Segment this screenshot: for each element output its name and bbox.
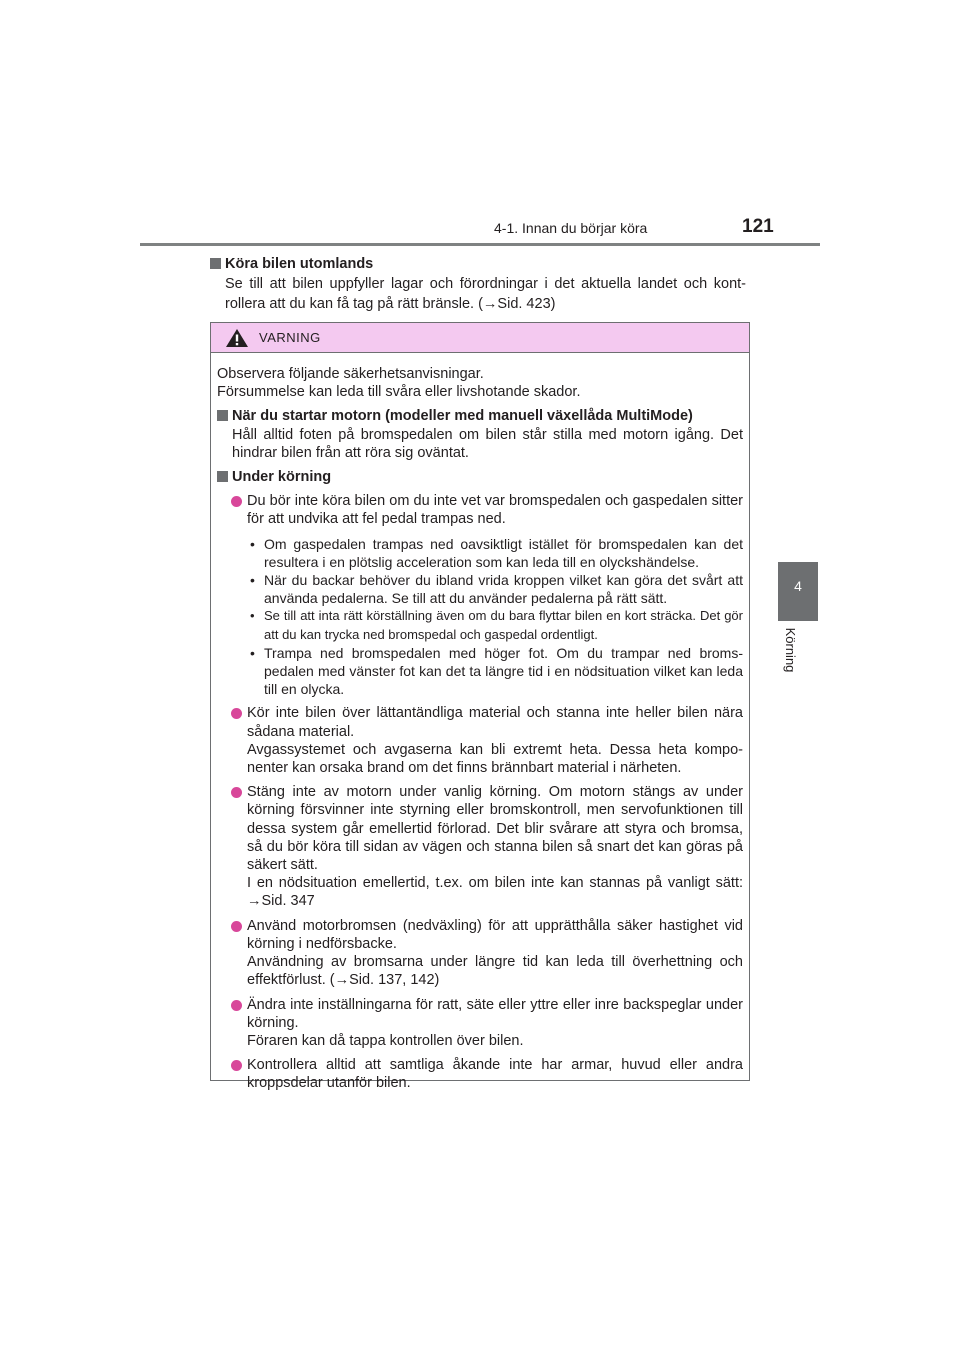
- round-bullet-icon: [231, 708, 242, 719]
- chapter-label: Körning: [783, 627, 798, 673]
- dot-marker-icon: •: [250, 608, 255, 624]
- list-item: [217, 783, 743, 910]
- list-item: [217, 1056, 743, 1092]
- warning-intro-line: Observera följande säkerhetsanvisningar.: [217, 366, 484, 382]
- square-bullet-icon: [210, 258, 221, 269]
- bullet-extra: Avgassystemet och avgaserna kan bli extremt heta. Dessa heta kompo-nenter kan orsaka brand om det finns brännbart material i närheten.: [247, 741, 743, 777]
- header-rule: [140, 243, 820, 246]
- sub-list-item: [217, 571, 743, 607]
- list-item: [217, 492, 743, 528]
- intro-section: [210, 254, 746, 314]
- bullet-text: Ändra inte inställningarna för ratt, säte eller yttre eller inre backspeglar under körning.: [247, 996, 743, 1031]
- chapter-number: 4: [794, 578, 802, 594]
- bullet-extra: Användning av bromsarna under längre tid kan leda till överhettning och effektförlust. (→Sid. 137, 142): [247, 954, 743, 989]
- sub-list-item: [217, 535, 743, 571]
- sub-item-text: Om gaspedalen trampas ned oavsiktligt istället för bromspedalen kan det resultera i en plötslig acceleration som kan leda till en olyckshändelse.: [264, 535, 743, 570]
- intro-heading: [210, 254, 746, 274]
- square-bullet-icon: [217, 410, 228, 421]
- sub-item-text: Trampa ned bromspedalen med höger fot. Om du trampar ned broms-pedalen med vänster fot kan det ta längre tid i en nödsituation vilket kan leda till en olycka.: [264, 644, 743, 698]
- dot-marker-icon: •: [250, 535, 255, 552]
- dot-marker-icon: •: [250, 644, 255, 661]
- bullet-text: Kör inte bilen över lättantändliga material och stanna inte heller bilen nära sådana material.: [247, 705, 743, 740]
- list-item: [217, 704, 743, 777]
- page-number: 121: [742, 216, 774, 237]
- intro-title: Köra bilen utomlands: [225, 256, 374, 272]
- section-heading: [217, 468, 743, 486]
- bullet-text: Du bör inte köra bilen om du inte vet var bromspedalen och gaspedalen sitter för att undvika att fel pedal trampas ned.: [247, 493, 743, 528]
- round-bullet-icon: [231, 1000, 242, 1011]
- round-bullet-icon: [231, 1060, 242, 1071]
- round-bullet-icon: [231, 496, 242, 507]
- warning-triangle-icon: [225, 328, 249, 348]
- sub-item-text: När du backar behöver du ibland vrida kroppen vilket kan göra det svårt att använda pedalerna. Se till att du använder pedalerna på rätt sätt.: [264, 572, 743, 607]
- sub-item-text: Se till att inta rätt körställning även om du bara flyttar bilen en kort sträcka. Det gör att du kan trycka ned bromspedal och gaspedal ordentligt.: [264, 608, 743, 642]
- bullet-extra: Föraren kan då tappa kontrollen över bilen.: [247, 1032, 524, 1049]
- sub-list-item: [217, 607, 743, 643]
- bullet-extra: I en nödsituation emellertid, t.ex. om bilen inte kan stannas på vanligt sätt: →Sid. 347: [247, 875, 743, 910]
- section-title: När du startar motorn (modeller med manuell växellåda MultiMode): [232, 408, 693, 425]
- square-bullet-icon: [217, 471, 228, 482]
- dot-marker-icon: •: [250, 572, 255, 589]
- bullet-text: Stäng inte av motorn under vanlig körning. Om motorn stängs av under körning försvinner inte styrning eller bromskontroll, men servofunktionen till dessa system går emellertid förlorad. Det blir svårare att styra och bromsa, så du bör köra till sidan av vägen och stanna bilen så snart det kan göras på säkert sätt.: [247, 784, 743, 874]
- round-bullet-icon: [231, 921, 242, 932]
- sub-list-item: [217, 644, 743, 699]
- bullet-text: Använd motorbromsen (nedväxling) för att upprätthålla säker hastighet vid körning i nedförsbacke.: [247, 917, 743, 952]
- warning-intro-line: Försummelse kan leda till svåra eller livshotande skador.: [217, 384, 581, 401]
- round-bullet-icon: [231, 787, 242, 798]
- section-heading: [217, 407, 743, 425]
- bullet-text: Kontrollera alltid att samtliga åkande inte har armar, huvud eller andra kroppsdelar utanför bilen.: [247, 1057, 743, 1092]
- warning-header: [211, 323, 749, 353]
- list-item: [217, 996, 743, 1051]
- warning-label: VARNING: [259, 330, 321, 345]
- intro-body: Se till att bilen uppfyller lagar och förordningar i det aktuella landet och kont-rollera att du kan få tag på rätt bränsle. (→Sid. 423): [225, 276, 746, 312]
- section-title: Under körning: [232, 469, 332, 486]
- section-title: 4-1. Innan du börjar köra: [494, 220, 648, 236]
- warning-body: [211, 353, 749, 1093]
- section-body: Håll alltid foten på bromspedalen om bilen står stilla med motorn igång. Det hindrar bilen från att röra sig oväntat.: [232, 426, 743, 461]
- warning-box: [210, 322, 750, 1092]
- list-item: [217, 917, 743, 990]
